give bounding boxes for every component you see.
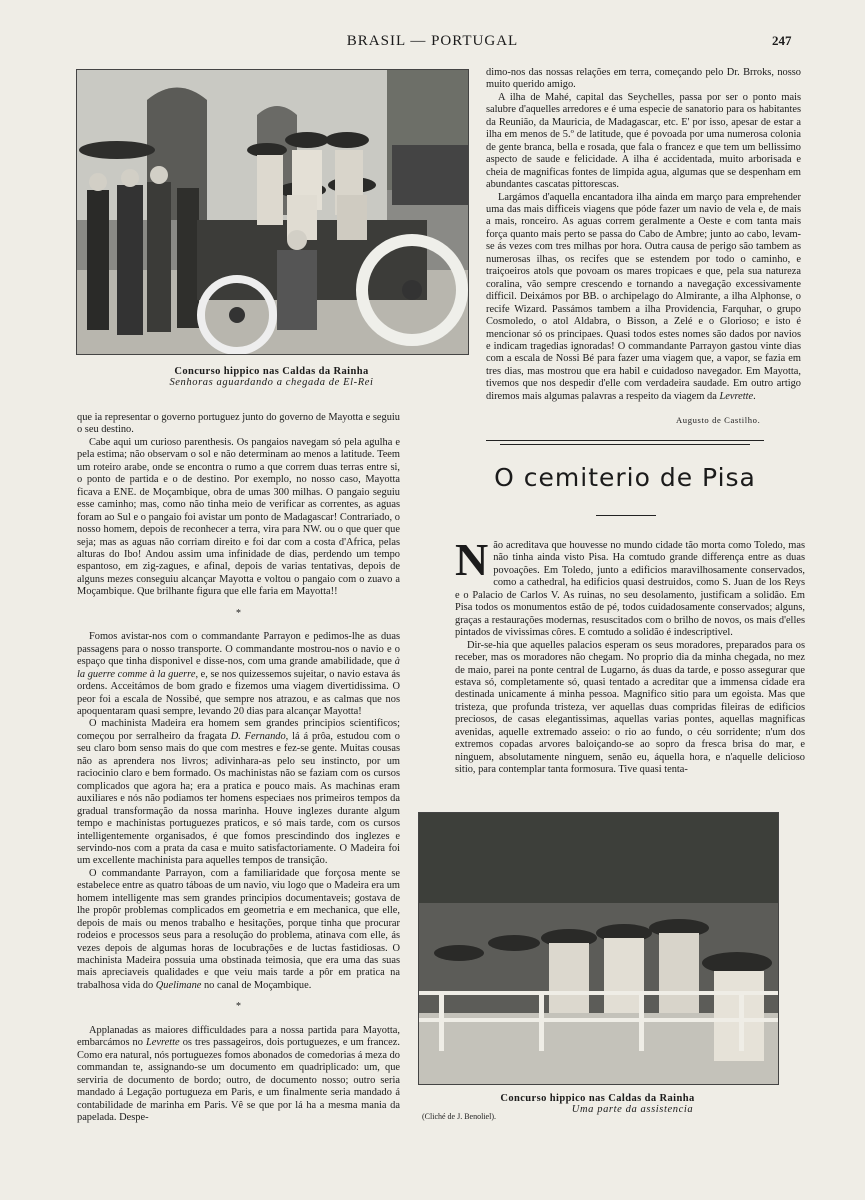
divider-rule <box>596 515 656 516</box>
photo2-credit: (Cliché de J. Benoliel). <box>422 1112 496 1121</box>
paragraph: que ia representar o governo portuguez junto do governo de Mayotta e seguiu o seu destino. <box>77 412 400 436</box>
paragraph: Largámos d'aquella encantadora ilha ainda em março para emprehender uma das mais difficeis viagens que póde fazer um navio de vela e, de mais a mais, ronceiro. As aguas correm geralmente a Oeste e com tanta mais força quanto mais perto se passa do Cabo de Ambre; junto ao cabo, levam-se ás vezes com tres milhas por hora. Outra causa de perigo são tambem as numerosas ilhas, os recifes que se estendem por todo o caminho, e traiçoeiros atols que povoam os mares tropicaes e que, pela sua natureza coralina, vão sempre crescendo e tornando a navegação excessivamente difficil. Deixámos por BB. o archipelago do Almirante, a ilha Alphonse, o recife Wizard. Passámos tambem a ilha Providencia, Farquhar, o grupo Cosmoledo, o atol Aldabra, o Bisson, a Zelé e o Glorioso; e isto é mencionar só os principaes. Quasi todos estes nomes são dados por navios e indicam tragedias ignoradas! O commandante Parrayon gastou vinte dias com a escala de Nossi Bé para fazer uma viagem que, a vapor, se fazia em tres dias, mas mostrou que era habil e cuidadoso navegador. Em Mayotta, tivemos que nos despedir d'elle com verdadeira saudade. Em outro artigo diremos mais algumas palavras a respeito da viagem da Levrette. <box>486 191 801 402</box>
photo1-caption-subtitle: Senhoras aguardando a chegada de El-Rei <box>169 377 374 388</box>
photo1-caption-title: Concurso hippico nas Caldas da Rainha <box>174 366 369 377</box>
paragraph: O machinista Madeira era homem sem grandes principios scientificos; começou por serralheiro da fragata D. Fernando, lá á prôa, estudou com o seu claro bom senso mais do que com mestres e fez-se gente. Muitas cousas não as aprendera nos livros; adivinhara-as pelo seu instincto, por um raciocinio claro e bem formado. Os machinistas não se faziam com os cursos complicados que agora ha; era a pratica e pouco mais. As machinas eram auxiliares e nós não podiamos ter homens especiaes nos primeiros tempos da gradual transformação da nossa marinha. Houve inglezes durante algum tempo e machinistas portuguezes praticos, e só mais tarde, com os cursos intelligentemente organisados, é que fomos prescindindo dos inglezes e servindo-nos com a prata da casa e muito satisfactoriamente. O Madeira foi um excellente machinista para aquelles tempos de transição. <box>77 718 400 867</box>
paragraph: Fomos avistar-nos com o commandante Parrayon e pedimos-lhe as duas passagens para o nosso transporte. O commandante mostrou-nos o navio e o espaço que tinha disponivel e disse-nos, com uma grande amabilidade, que à la guerre comme à la guerre, e, se nos quizessemos sujeitar, o navio estava ás ordens. Acceitámos de bom grado e fizemos uma viagem divertidissima. O peor foi a escala de Nossibé, que sempre nos atrazou, e as calmas que nos apoquentaram quasi sempre, levando 20 dias para alcançar Mayotta! <box>77 631 400 717</box>
article-body <box>455 534 805 777</box>
author-signature: Augusto de Castilho. <box>676 415 761 425</box>
paragraph: A ilha de Mahé, capital das Seychelles, passa por ser o ponto mais salubre d'aquelles arredores e é uma especie de sanatorio para os habitantes da Reunião, da Mauricia, de Madagascar, etc. E' por isso, apesar de estar a ilha em menos de 5.º de latitude, que é povoada por uma numerosa colonia de gente branca, bella e rosada, que fala o francez e que tem um bellissimo aspecto de saude e felicidade. A ilha é accidentada, muito arborisada e cheia de magnificas fontes de limpida agua, algumas que se despenham em abundantes cascatas pittorescas. <box>486 91 801 191</box>
photo2-caption-subtitle: Uma parte da assistencia <box>571 1104 694 1115</box>
divider-rule <box>486 440 764 441</box>
section-separator: * <box>236 607 241 619</box>
paragraph: Não acreditava que houvesse no mundo cidade tão morta como Toledo, mas não tinha ainda visto Pisa. Ha comtudo grande differença entre as duas povoações. Em Toledo, junto a edificios maravilhosamente conservados, como a cathedral, ha edificios quasi destruidos, como S. Juan de los Reys e o Palacio de Carlos V. As ruinas, no seu desolamento, justificam a solidão. Em Pisa todos os monumentos estão de pé, todos cuidadosamente conservados; alguns, graças a restaurações modernas, resuscitados com o brilho de novos, os mais d'elles pintados de vivissimas côres. E comtudo a solidão é indescriptivel. <box>455 534 805 639</box>
photo2-caption-title: Concurso hippico nas Caldas da Rainha <box>500 1093 695 1104</box>
paragraph: O commandante Parrayon, com a familiaridade que forçosa mente se estabelece entre as quatro táboas de um navio, viu logo que o Madeira era um homem intelligente mas sem grandes principios documentaveis; gostava de lhe propôr problemas complicados em geometria e em mechanica, que elle, depois de mais ou menos trabalho e hesitações, porque tinha que procurar rodeios e processos seus para a resolução do problema, atinava com elle, ás vezes depois de algumas horas de locubrações e de luctas fastidiosas. O machinista Madeira possuia uma obstinada teimosia, que era uma das suas mais apreciaveis qualidades e que veiu mais tarde a pôr em pratica na trabalhosa vida do Quelimane no canal de Moçambique. <box>77 867 400 991</box>
running-header: BRASIL — PORTUGAL <box>346 33 519 49</box>
paragraph: Applanadas as maiores difficuldades para a nossa partida para Mayotta, embarcámos no Levrette os tres passageiros, dois portuguezes, e um francez. Como era natural, nós portuguezes fomos abonados de comedorias á meza do commandan te, assignando-se um documento em quadriplicado: um, que serviria de documento de bordo; outro, de documento nosso; outro seria mandado á Legação portugueza em Paris, e um finalmente seria mandado á contabilidade de marinha em Paris. Vê se que por lá ha a mesma mania da papelada. Despe- <box>77 1024 400 1124</box>
left-column-text <box>77 412 400 1124</box>
paragraph: Cabe aqui um curioso parenthesis. Os pangaios navegam só pela agulha e pela estima; não observam o sol e não determinam ao menos a latitude. Teem um roteiro arabe, onde se encontra o rumo a que correm duas terras entre si, o ponto de partida e o de destino. Por exemplo, no nosso caso, Mayotta ficava a ENE. de Moçambique, obra de umas 300 milhas. O pangaio seguiu esse caminho; mas, como não tinha meio de verificar as correntes, as aguas foram ao Sul e o pangaio foi avistar um ponto de Madagascar! Contrariado, o nosso homem, depois de reconhecer a terra, vira para NW. ou o que quer que seja; mas as aguas não corriam direito e foi dar com a costa d'Africa, pelas alturas do Ibo! Andou assim uma infinidade de dias, perdendo um tempo espantoso, em zig-zagues, e afinal, depois de varias tentativas, depois de alguns mezes conseguiu alcançar Mayotta e voltou o pangaio com o zuavo a Moçambique. Que brilhante figura que elle faria em Mayotta!! <box>77 436 400 598</box>
right-column-top-text <box>486 67 801 403</box>
paragraph: Dir-se-hia que aquelles palacios esperam os seus moradores, preparados para os receber, mas os moradores não chegam. No proprio dia da minha chegada, no mez de maio, parei na ponte central de Lugarno, ás duas da tarde, e posso assegurar que estava só, completamente só, quasi tentado a acreditar que a immensa cidade era destinada unicamente á minha pessoa. Magnifico sitio para um egoista. Mas que tristeza, que profunda tristeza, ver aquellas duas compridas fileiras de edificios preciosos, de casas elegantissimas, aquellas varias pontes, aquellas magnificas avenidas, aquelle extremado asseio: o rio ao fundo, o céu sorridente; n'um dos extremos copadas arvores baloiçando-se ao sopro da fresca brisa do mar, e ninguem, absolutamente ninguem, senão eu, áquella hora, e n'aquelle delicioso sitio, para contemplar tanta formosura. Tive quasi tenta- <box>455 639 805 776</box>
article-title: O cemiterio de Pisa <box>494 463 756 492</box>
photo-audience <box>418 812 779 1085</box>
photo-ladies-automobile-image <box>77 70 468 354</box>
photo-audience-image <box>419 813 778 1084</box>
divider-rule <box>500 444 750 445</box>
drop-cap: N <box>455 534 489 585</box>
section-separator: * <box>236 1001 241 1013</box>
photo1-caption <box>76 366 467 388</box>
photo-ladies-automobile <box>76 69 469 355</box>
page-number: 247 <box>772 33 792 48</box>
paragraph: dimo-nos das nossas relações em terra, começando pelo Dr. Brroks, nosso muito querido amigo. <box>486 67 801 91</box>
